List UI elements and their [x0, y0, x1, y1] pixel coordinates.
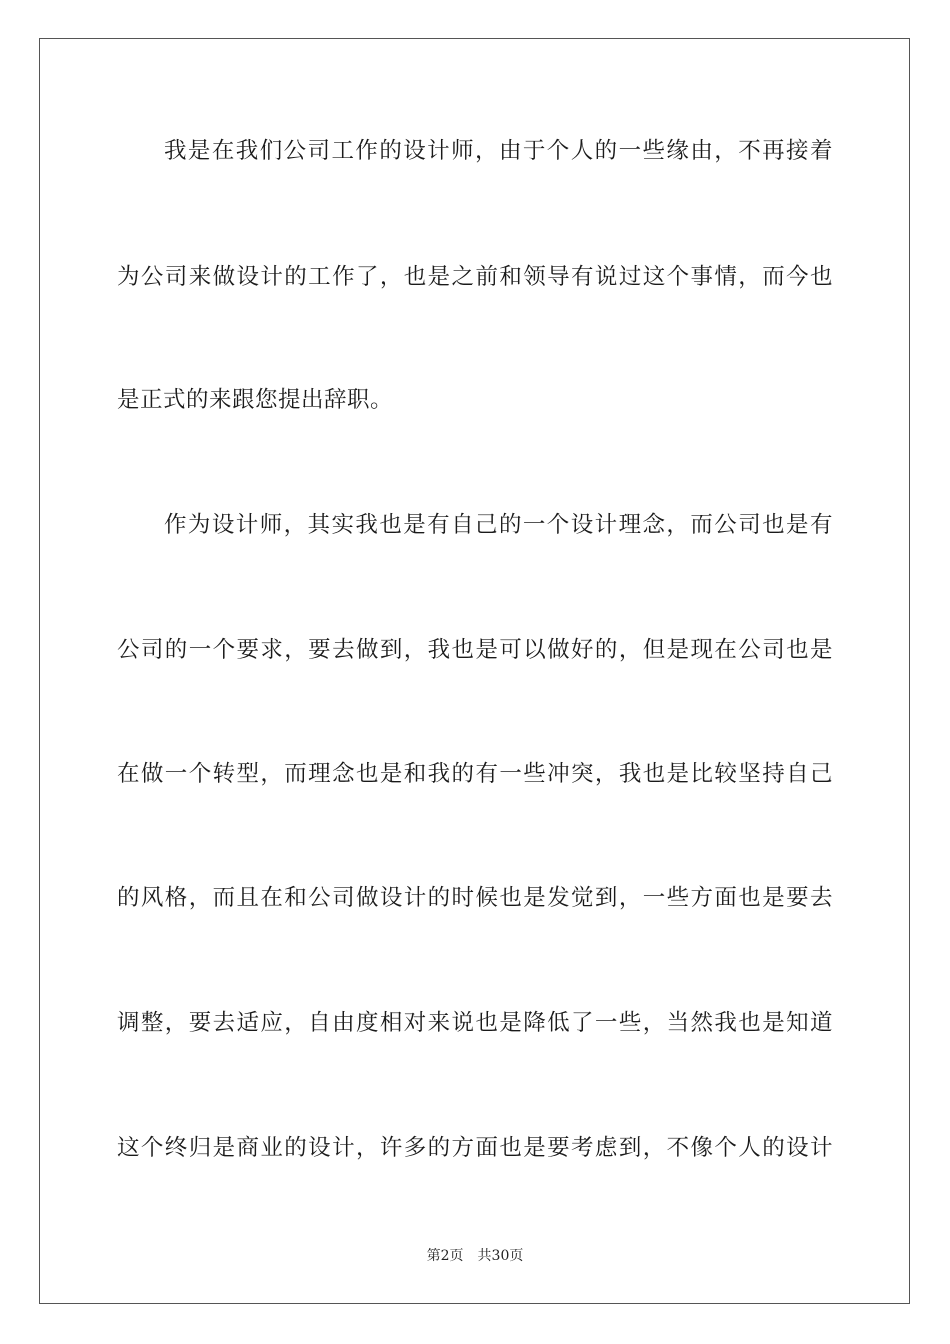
paragraph-2-line-6: 这个终归是商业的设计，许多的方面也是要考虑到，不像个人的设计 — [117, 1135, 833, 1161]
paragraph-2-line-3: 在做一个转型，而理念也是和我的有一些冲突，我也是比较坚持自己 — [117, 761, 833, 787]
paragraph-1-line-2: 为公司来做设计的工作了，也是之前和领导有说过这个事情，而今也 — [117, 264, 833, 290]
paragraph-2-line-4: 的风格，而且在和公司做设计的时候也是发觉到，一些方面也是要去 — [117, 885, 833, 911]
page-number-total: 共30页 — [477, 1248, 524, 1264]
paragraph-2-line-5: 调整，要去适应，自由度相对来说也是降低了一些，当然我也是知道 — [117, 1010, 833, 1036]
paragraph-2-line-1: 作为设计师，其实我也是有自己的一个设计理念，而公司也是有 — [164, 512, 833, 538]
paragraph-2-line-2: 公司的一个要求，要去做到，我也是可以做好的，但是现在公司也是 — [117, 637, 833, 663]
page-footer — [0, 1246, 950, 1266]
paragraph-1-line-3: 是正式的来跟您提出辞职。 — [117, 387, 394, 413]
page-border — [39, 38, 910, 1304]
paragraph-1-line-1: 我是在我们公司工作的设计师，由于个人的一些缘由，不再接着 — [164, 138, 833, 164]
page-number-current: 第2页 — [426, 1248, 464, 1264]
